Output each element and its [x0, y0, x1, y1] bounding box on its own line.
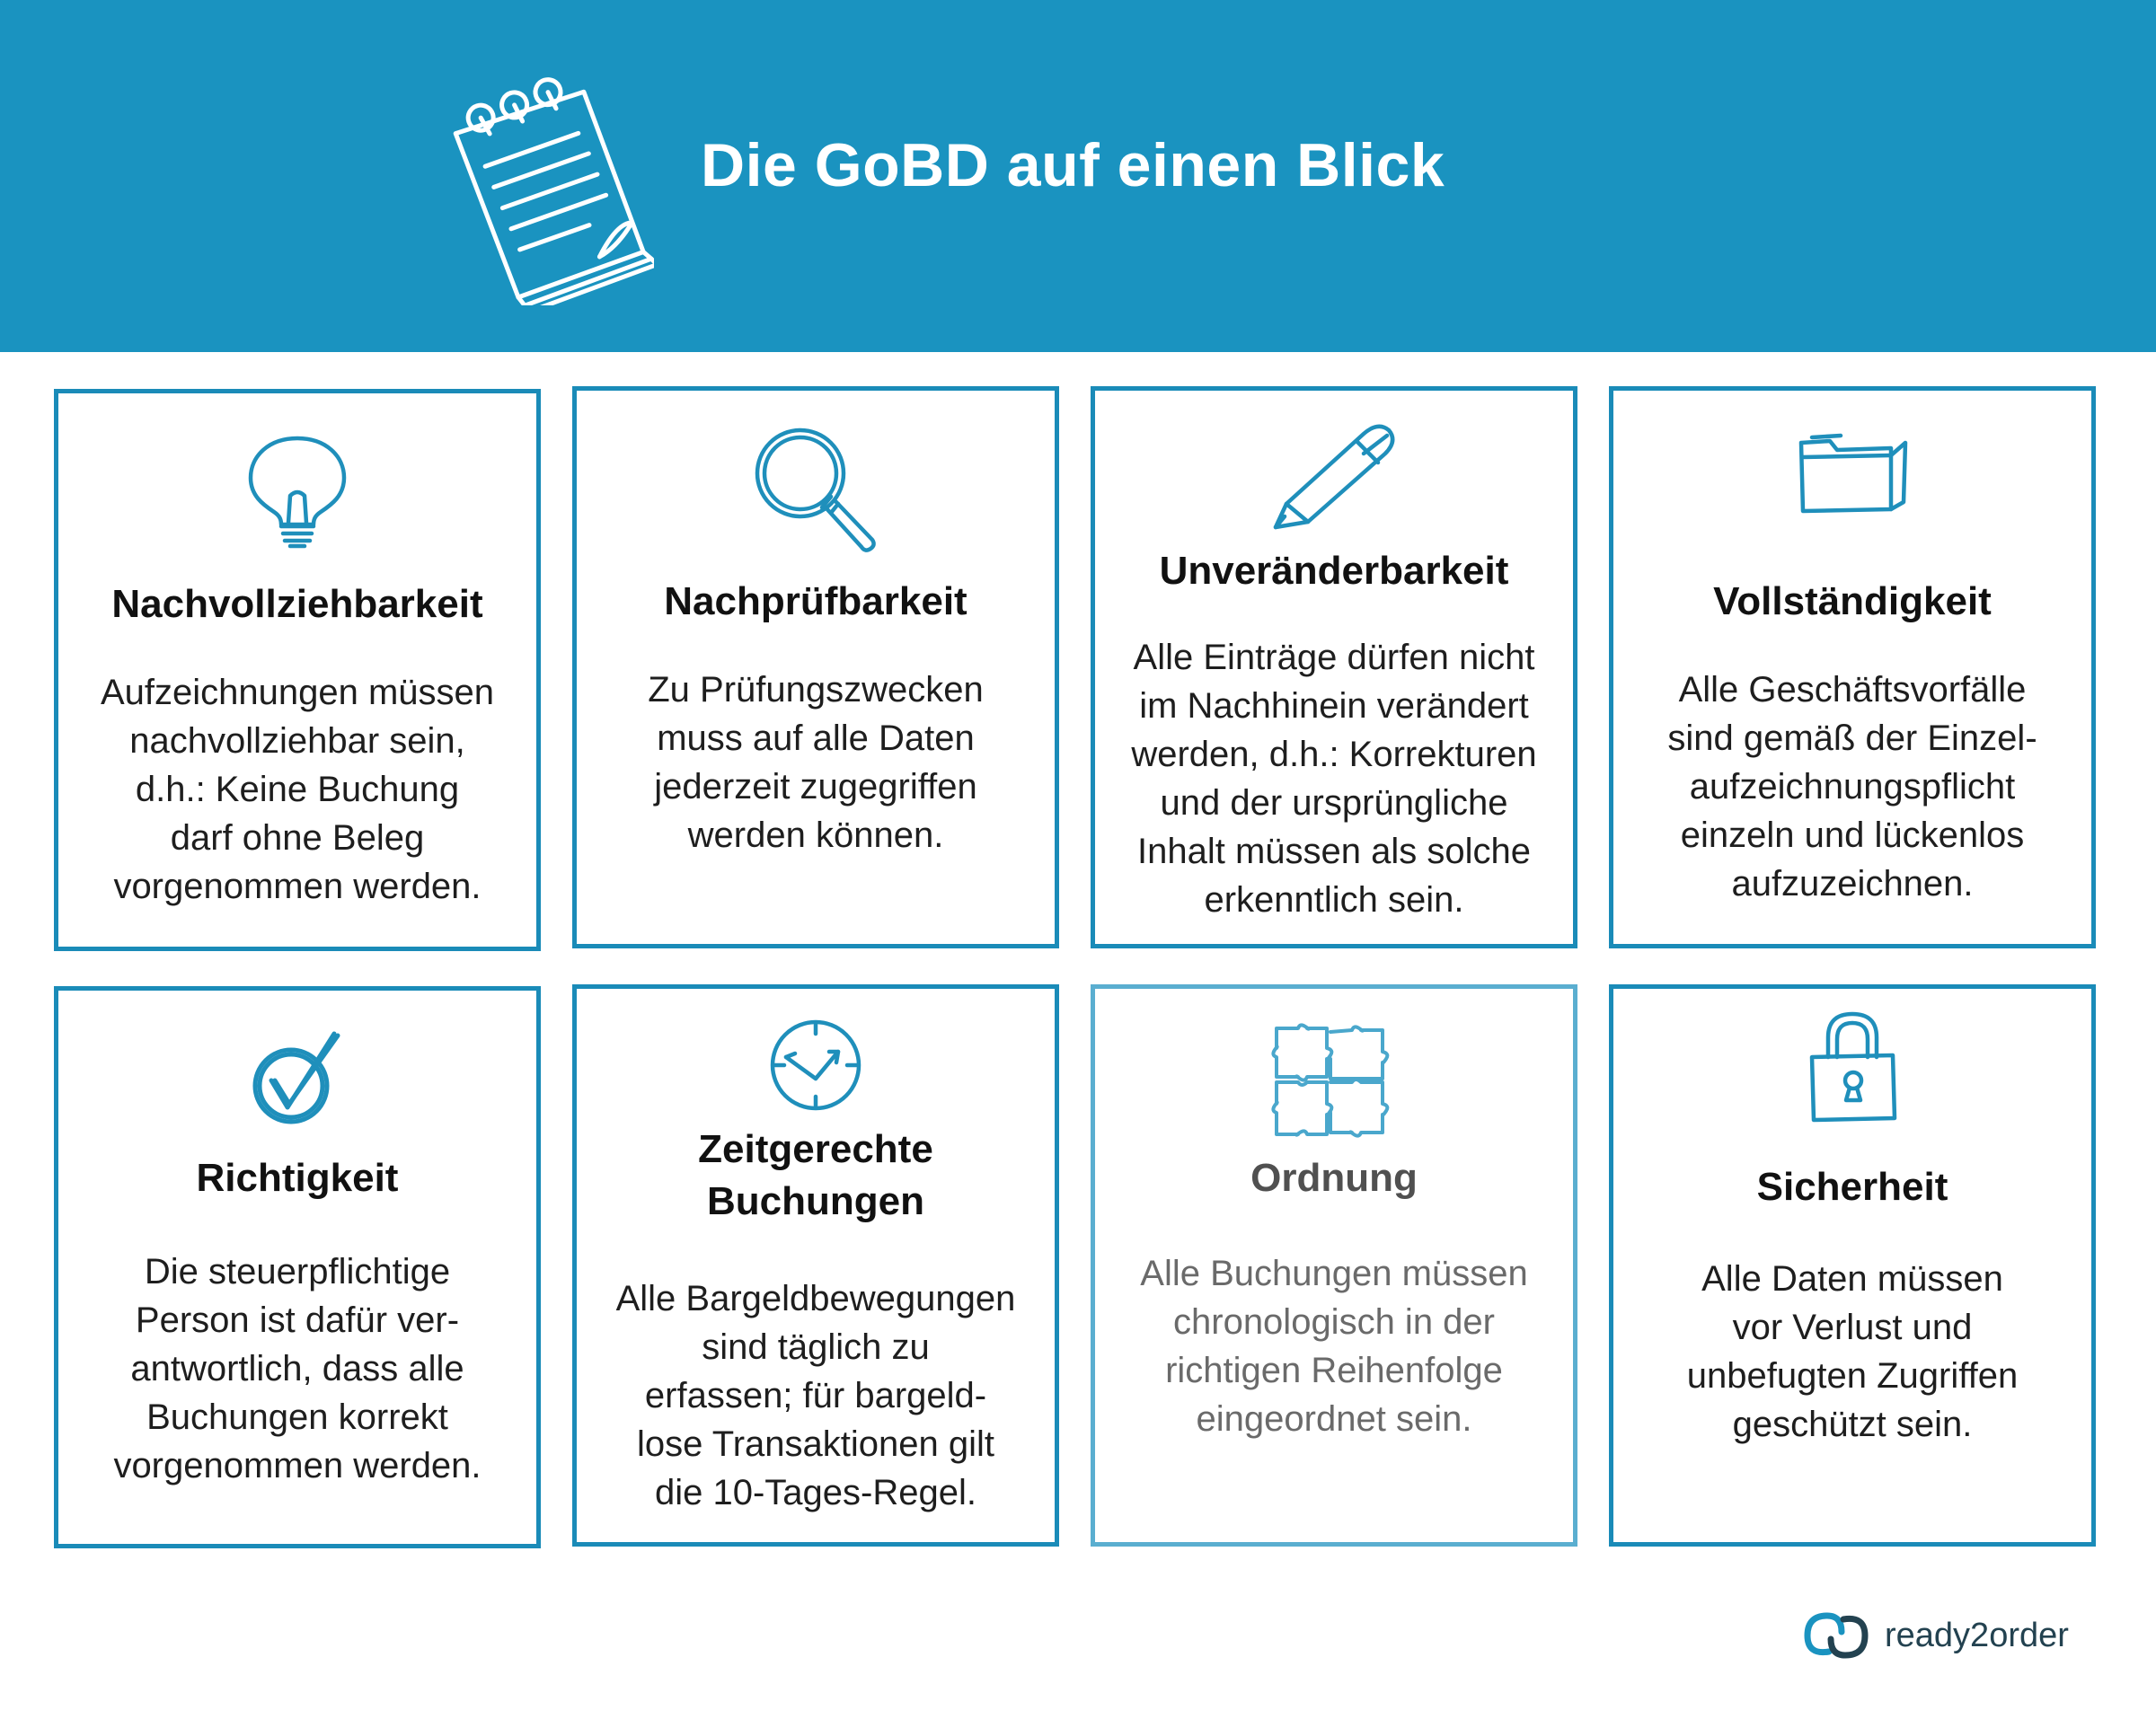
- notepad-icon: [438, 54, 654, 305]
- card-title: Richtigkeit: [196, 1156, 399, 1200]
- card-title: Vollständigkeit: [1713, 579, 1992, 623]
- checkmark-circle-icon: [248, 1028, 347, 1127]
- page-title: Die GoBD auf einen Blick: [701, 131, 1445, 199]
- header-banner: [0, 0, 2156, 352]
- puzzle-icon: [1271, 1023, 1397, 1140]
- card-text: Alle Einträge dürfen nicht im Nachhinein verändert werden, d.h.: Korrekturen und der ursprüngliche Inhalt müssen als solche erkenntlich sein.: [1131, 638, 1537, 920]
- card-zeitgerechte-buchungen: [572, 984, 1059, 1547]
- card-nachvollziehbarkeit: [54, 389, 541, 951]
- card-title: Nachprüfbarkeit: [664, 579, 968, 623]
- card-title: Unveränderbarkeit: [1159, 549, 1509, 593]
- card-text: Alle Bargeldbewegungen sind täglich zu erfassen; für bargeld- lose Transaktionen gilt die 10-Tages-Regel.: [615, 1279, 1016, 1512]
- magnifier-icon: [748, 421, 883, 556]
- card-title: Zeitgerechte Buchungen: [698, 1127, 933, 1223]
- card-text: Alle Daten müssen vor Verlust und unbefugten Zugriffen geschützt sein.: [1686, 1259, 2019, 1444]
- card-unveraenderbarkeit: [1091, 386, 1577, 948]
- card-text: Die steuerpflichtige Person ist dafür ver- antwortlich, dass alle Buchungen korrekt vorgenommen werden.: [113, 1252, 482, 1485]
- card-text: Alle Geschäftsvorfälle sind gemäß der Einzel- aufzeichnungspflicht einzeln und lückenlos aufzuzeichnen.: [1667, 670, 2037, 904]
- brand-name: ready2order: [1885, 1616, 2069, 1654]
- padlock-icon: [1803, 1007, 1902, 1124]
- card-ordnung: [1091, 984, 1577, 1547]
- card-nachpruefbarkeit: [572, 386, 1059, 948]
- card-title: Ordnung: [1250, 1156, 1418, 1200]
- brand-logo: [1802, 1604, 2069, 1667]
- card-sicherheit: [1609, 984, 2096, 1547]
- card-text: Alle Buchungen müssen chronologisch in der richtigen Reihenfolge eingeordnet sein.: [1140, 1254, 1528, 1439]
- pen-icon: [1267, 418, 1401, 534]
- card-vollstaendigkeit: [1609, 386, 2096, 948]
- card-text: Aufzeichnungen müssen nachvollziehbar sein, d.h.: Keine Buchung darf ohne Beleg vorgenommen werden.: [100, 673, 495, 906]
- clock-icon: [766, 1016, 865, 1115]
- card-richtigkeit: [54, 986, 541, 1548]
- card-text: Zu Prüfungszwecken muss auf alle Daten jederzeit zugegriffen werden können.: [648, 670, 984, 855]
- card-title: Nachvollziehbarkeit: [111, 582, 483, 626]
- ready2order-logo-icon: [1802, 1609, 1870, 1662]
- folder-icon: [1794, 430, 1911, 520]
- lightbulb-icon: [243, 433, 351, 550]
- card-title: Sicherheit: [1756, 1165, 1948, 1209]
